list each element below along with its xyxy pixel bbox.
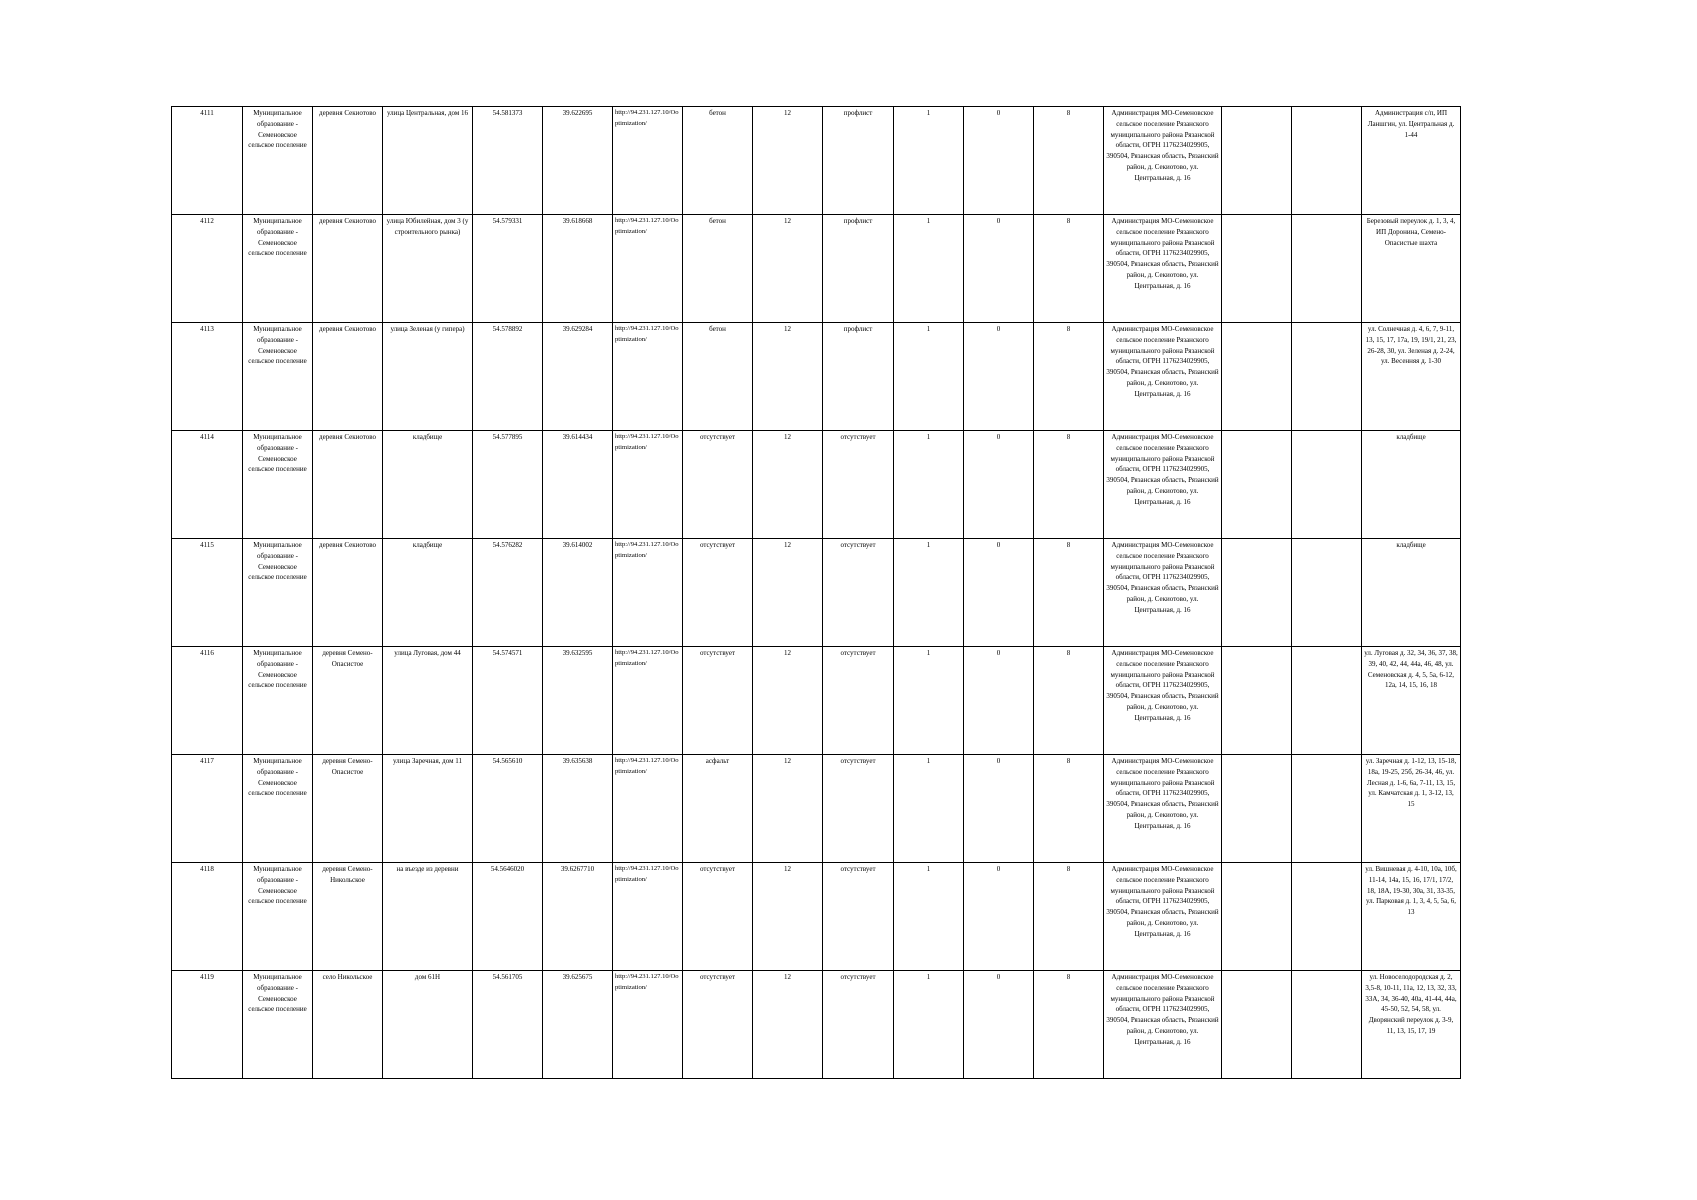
table-row — [172, 107, 1461, 215]
cell-id: 4117 — [172, 755, 243, 863]
cell-id: 4113 — [172, 323, 243, 431]
cell-longitude: 39.614434 — [543, 431, 613, 539]
cell-latitude: 54.565610 — [473, 755, 543, 863]
cell-volume: 8 — [1034, 647, 1104, 755]
cell-volume: 8 — [1034, 431, 1104, 539]
cell-municipality: Муниципальное образование - Семеновское сельское поселение — [243, 755, 313, 863]
cell-longitude: 39.635638 — [543, 755, 613, 863]
cell-volume: 8 — [1034, 215, 1104, 323]
cell-surface: отсутствует — [683, 863, 753, 971]
cell-containers: 1 — [894, 971, 964, 1079]
cell-fence: отсутствует — [823, 755, 894, 863]
cell-latitude: 54.5646020 — [473, 863, 543, 971]
cell-containers: 1 — [894, 647, 964, 755]
cell-containers: 1 — [894, 215, 964, 323]
cell-address: улица Луговая, дом 44 — [383, 647, 473, 755]
cell-volume: 8 — [1034, 107, 1104, 215]
cell-extra-1 — [1222, 647, 1292, 755]
cell-surface: бетон — [683, 215, 753, 323]
cell-area: 12 — [753, 755, 823, 863]
table-row — [172, 431, 1461, 539]
cell-extra-1 — [1222, 215, 1292, 323]
cell-settlement: деревня Семено-Опасистое — [313, 647, 383, 755]
cell-owner: Администрация МО-Семеновское сельское поселение Рязанского муниципального района Рязанской области, ОГРН 1176234029905, 390504, Рязанская область, Рязанский район, д. Секиотово, ул. Центральная, д. 16 — [1104, 755, 1222, 863]
cell-owner: Администрация МО-Семеновское сельское поселение Рязанского муниципального района Рязанской области, ОГРН 1176234029905, 390504, Рязанская область, Рязанский район, д. Секиотово, ул. Центральная, д. 16 — [1104, 107, 1222, 215]
cell-fence: отсутствует — [823, 971, 894, 1079]
cell-link: http://94.231.127.10/Ooptimization/ — [613, 431, 683, 539]
cell-longitude: 39.629284 — [543, 323, 613, 431]
cell-link: http://94.231.127.10/Ooptimization/ — [613, 647, 683, 755]
cell-municipality: Муниципальное образование - Семеновское сельское поселение — [243, 107, 313, 215]
cell-containers: 1 — [894, 107, 964, 215]
cell-link: http://94.231.127.10/Ooptimization/ — [613, 755, 683, 863]
cell-waste-sources: кладбище — [1362, 431, 1461, 539]
table-row — [172, 215, 1461, 323]
cell-settlement: деревня Семено-Никольское — [313, 863, 383, 971]
cell-longitude: 39.618668 — [543, 215, 613, 323]
cell-settlement: деревня Секиотово — [313, 323, 383, 431]
cell-volume: 8 — [1034, 539, 1104, 647]
cell-settlement: деревня Секиотово — [313, 107, 383, 215]
cell-latitude: 54.561705 — [473, 971, 543, 1079]
cell-latitude: 54.576282 — [473, 539, 543, 647]
cell-owner: Администрация МО-Семеновское сельское поселение Рязанского муниципального района Рязанской области, ОГРН 1176234029905, 390504, Рязанская область, Рязанский район, д. Секиотово, ул. Центральная, д. 16 — [1104, 431, 1222, 539]
cell-settlement: деревня Секиотово — [313, 539, 383, 647]
cell-link: http://94.231.127.10/Ooptimization/ — [613, 107, 683, 215]
cell-longitude: 39.614002 — [543, 539, 613, 647]
cell-id: 4118 — [172, 863, 243, 971]
cell-municipality: Муниципальное образование - Семеновское сельское поселение — [243, 863, 313, 971]
cell-municipality: Муниципальное образование - Семеновское сельское поселение — [243, 647, 313, 755]
cell-owner: Администрация МО-Семеновское сельское поселение Рязанского муниципального района Рязанской области, ОГРН 1176234029905, 390504, Рязанская область, Рязанский район, д. Секиотово, ул. Центральная, д. 16 — [1104, 215, 1222, 323]
table-row — [172, 755, 1461, 863]
cell-surface: бетон — [683, 107, 753, 215]
cell-id: 4112 — [172, 215, 243, 323]
cell-area: 12 — [753, 971, 823, 1079]
cell-containers: 1 — [894, 539, 964, 647]
cell-extra-1 — [1222, 107, 1292, 215]
cell-surface: отсутствует — [683, 431, 753, 539]
cell-fence: отсутствует — [823, 863, 894, 971]
cell-address: улица Центральная, дом 16 — [383, 107, 473, 215]
cell-surface: асфальт — [683, 755, 753, 863]
cell-extra-2 — [1292, 647, 1362, 755]
cell-waste-sources: ул. Новоселодородская д. 2, 3,5-8, 10-11, 11а, 12, 13, 32, 33, 33А, 34, 36-40, 40а, 41-44, 44а, 45-50, 52, 54, 58, ул. Дворянский переулок д. 3-9, 11, 13, 15, 17, 19 — [1362, 971, 1461, 1079]
cell-extra-1 — [1222, 539, 1292, 647]
cell-surface: бетон — [683, 323, 753, 431]
cell-fence: профлист — [823, 107, 894, 215]
cell-municipality: Муниципальное образование - Семеновское сельское поселение — [243, 971, 313, 1079]
cell-bunkers: 0 — [964, 647, 1034, 755]
table-row — [172, 971, 1461, 1079]
cell-volume: 8 — [1034, 755, 1104, 863]
cell-settlement: деревня Секиотово — [313, 215, 383, 323]
cell-area: 12 — [753, 863, 823, 971]
cell-waste-sources: кладбище — [1362, 539, 1461, 647]
cell-volume: 8 — [1034, 971, 1104, 1079]
cell-address: улица Юбилейная, дом 3 (у строительного рынка) — [383, 215, 473, 323]
cell-extra-1 — [1222, 971, 1292, 1079]
cell-id: 4119 — [172, 971, 243, 1079]
cell-address: улица Зеленая (у гипера) — [383, 323, 473, 431]
cell-surface: отсутствует — [683, 647, 753, 755]
cell-municipality: Муниципальное образование - Семеновское сельское поселение — [243, 215, 313, 323]
cell-address: на въезде из деревни — [383, 863, 473, 971]
cell-area: 12 — [753, 539, 823, 647]
cell-bunkers: 0 — [964, 971, 1034, 1079]
cell-fence: профлист — [823, 323, 894, 431]
cell-waste-sources: ул. Луговая д. 32, 34, 36, 37, 38, 39, 40, 42, 44, 44а, 46, 48, ул. Семеновская д. 4, 5, 5а, 6-12, 12а, 14, 15, 16, 18 — [1362, 647, 1461, 755]
cell-id: 4116 — [172, 647, 243, 755]
cell-waste-sources: Администрация с/п, ИП Ланшгин, ул. Центральная д. 1-44 — [1362, 107, 1461, 215]
cell-longitude: 39.622695 — [543, 107, 613, 215]
cell-extra-1 — [1222, 431, 1292, 539]
cell-latitude: 54.578892 — [473, 323, 543, 431]
cell-bunkers: 0 — [964, 863, 1034, 971]
cell-municipality: Муниципальное образование - Семеновское сельское поселение — [243, 539, 313, 647]
cell-fence: отсутствует — [823, 431, 894, 539]
cell-containers: 1 — [894, 431, 964, 539]
cell-owner: Администрация МО-Семеновское сельское поселение Рязанского муниципального района Рязанской области, ОГРН 1176234029905, 390504, Рязанская область, Рязанский район, д. Секиотово, ул. Центральная, д. 16 — [1104, 323, 1222, 431]
cell-extra-2 — [1292, 431, 1362, 539]
cell-extra-2 — [1292, 323, 1362, 431]
cell-link: http://94.231.127.10/Ooptimization/ — [613, 215, 683, 323]
cell-bunkers: 0 — [964, 107, 1034, 215]
cell-surface: отсутствует — [683, 539, 753, 647]
cell-area: 12 — [753, 215, 823, 323]
cell-area: 12 — [753, 323, 823, 431]
cell-address: улица Заречная, дом 11 — [383, 755, 473, 863]
cell-owner: Администрация МО-Семеновское сельское поселение Рязанского муниципального района Рязанской области, ОГРН 1176234029905, 390504, Рязанская область, Рязанский район, д. Секиотово, ул. Центральная, д. 16 — [1104, 539, 1222, 647]
cell-extra-2 — [1292, 755, 1362, 863]
cell-fence: отсутствует — [823, 539, 894, 647]
cell-extra-1 — [1222, 323, 1292, 431]
cell-owner: Администрация МО-Семеновское сельское поселение Рязанского муниципального района Рязанской области, ОГРН 1176234029905, 390504, Рязанская область, Рязанский район, д. Секиотово, ул. Центральная, д. 16 — [1104, 647, 1222, 755]
cell-settlement: село Никольское — [313, 971, 383, 1079]
cell-extra-2 — [1292, 107, 1362, 215]
registry-table — [171, 106, 1461, 1079]
cell-containers: 1 — [894, 863, 964, 971]
cell-municipality: Муниципальное образование - Семеновское сельское поселение — [243, 431, 313, 539]
cell-area: 12 — [753, 431, 823, 539]
cell-address: кладбище — [383, 431, 473, 539]
cell-extra-1 — [1222, 755, 1292, 863]
cell-bunkers: 0 — [964, 539, 1034, 647]
cell-containers: 1 — [894, 755, 964, 863]
cell-link: http://94.231.127.10/Ooptimization/ — [613, 971, 683, 1079]
cell-latitude: 54.577895 — [473, 431, 543, 539]
cell-link: http://94.231.127.10/Ooptimization/ — [613, 323, 683, 431]
cell-address: дом 61Н — [383, 971, 473, 1079]
cell-volume: 8 — [1034, 323, 1104, 431]
cell-bunkers: 0 — [964, 755, 1034, 863]
table-row — [172, 323, 1461, 431]
cell-id: 4111 — [172, 107, 243, 215]
cell-volume: 8 — [1034, 863, 1104, 971]
cell-bunkers: 0 — [964, 323, 1034, 431]
cell-longitude: 39.6267710 — [543, 863, 613, 971]
cell-waste-sources: ул. Солнечная д. 4, 6, 7, 9-11, 13, 15, 17, 17а, 19, 19/1, 21, 23, 26-28, 30, ул. Зеленая д. 2-24, ул. Весенняя д. 1-30 — [1362, 323, 1461, 431]
cell-fence: отсутствует — [823, 647, 894, 755]
cell-id: 4114 — [172, 431, 243, 539]
table-row — [172, 539, 1461, 647]
cell-waste-sources: ул. Заречная д. 1-12, 13, 15-18, 18а, 19-25, 25б, 26-34, 46, ул. Лесная д. 1-6, 6а, 7-11, 13, 15, ул. Камчатская д. 1, 3-12, 13, 15 — [1362, 755, 1461, 863]
table-row — [172, 863, 1461, 971]
cell-latitude: 54.581373 — [473, 107, 543, 215]
cell-extra-2 — [1292, 215, 1362, 323]
cell-area: 12 — [753, 647, 823, 755]
cell-surface: отсутствует — [683, 971, 753, 1079]
cell-latitude: 54.579331 — [473, 215, 543, 323]
cell-link: http://94.231.127.10/Ooptimization/ — [613, 539, 683, 647]
cell-municipality: Муниципальное образование - Семеновское сельское поселение — [243, 323, 313, 431]
cell-longitude: 39.625675 — [543, 971, 613, 1079]
cell-bunkers: 0 — [964, 215, 1034, 323]
cell-latitude: 54.574571 — [473, 647, 543, 755]
cell-area: 12 — [753, 107, 823, 215]
cell-owner: Администрация МО-Семеновское сельское поселение Рязанского муниципального района Рязанской области, ОГРН 1176234029905, 390504, Рязанская область, Рязанский район, д. Секиотово, ул. Центральная, д. 16 — [1104, 863, 1222, 971]
cell-extra-2 — [1292, 863, 1362, 971]
cell-fence: профлист — [823, 215, 894, 323]
cell-settlement: деревня Секиотово — [313, 431, 383, 539]
cell-bunkers: 0 — [964, 431, 1034, 539]
cell-address: кладбище — [383, 539, 473, 647]
cell-extra-2 — [1292, 539, 1362, 647]
cell-settlement: деревня Семено-Опасистое — [313, 755, 383, 863]
cell-extra-2 — [1292, 971, 1362, 1079]
cell-extra-1 — [1222, 863, 1292, 971]
cell-link: http://94.231.127.10/Ooptimization/ — [613, 863, 683, 971]
cell-containers: 1 — [894, 323, 964, 431]
cell-waste-sources: ул. Вишневая д. 4-10, 10а, 10б, 11-14, 14а, 15, 16, 17/1, 17/2, 18, 18А, 19-30, 30а, 31, 33-35, ул. Парковая д. 1, 3, 4, 5, 5а, 6, 13 — [1362, 863, 1461, 971]
cell-owner: Администрация МО-Семеновское сельское поселение Рязанского муниципального района Рязанской области, ОГРН 1176234029905, 390504, Рязанская область, Рязанский район, д. Секиотово, ул. Центральная, д. 16 — [1104, 971, 1222, 1079]
table-row — [172, 647, 1461, 755]
cell-longitude: 39.632595 — [543, 647, 613, 755]
cell-waste-sources: Березовый переулок д. 1, 3, 4, ИП Доронина, Семено-Опасистые шахта — [1362, 215, 1461, 323]
cell-id: 4115 — [172, 539, 243, 647]
